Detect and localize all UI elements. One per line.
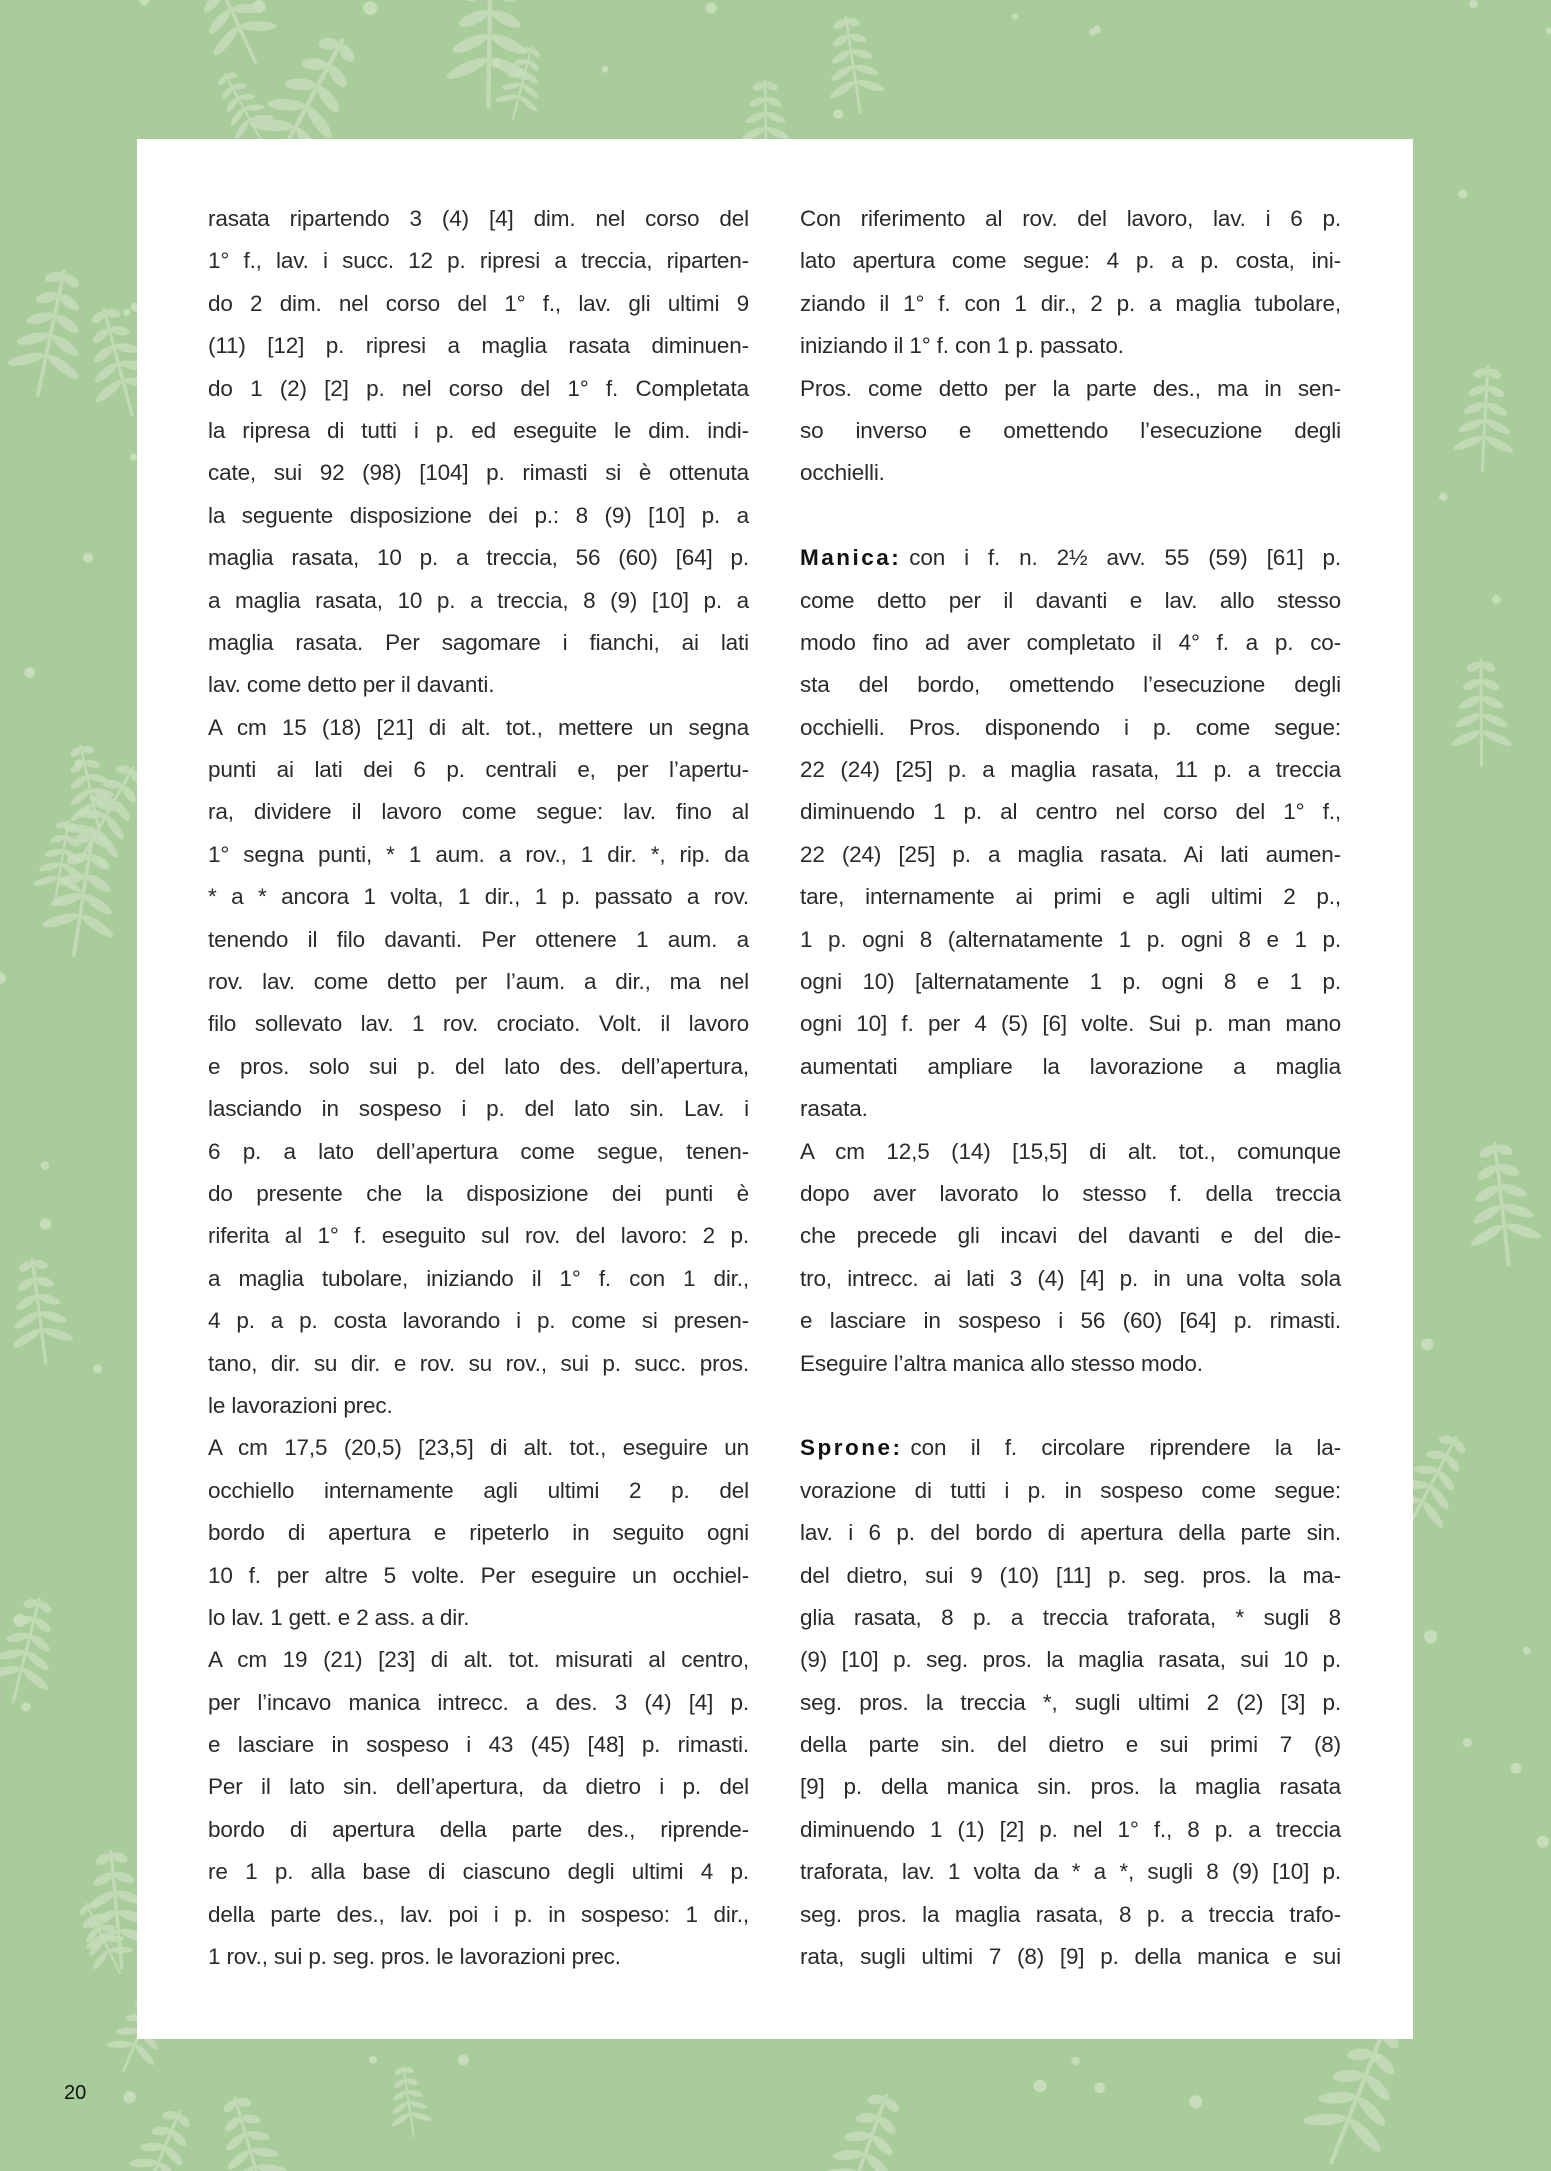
text-line: vorazione di tutti i p. in sospeso come segue: bbox=[800, 1477, 1341, 1503]
text-line: la ripresa di tutti i p. ed eseguite le dim. indi- bbox=[208, 417, 749, 443]
text-line: la seguente disposizione dei p.: 8 (9) [10] p. a bbox=[208, 502, 749, 528]
text-line: cate, sui 92 (98) [104] p. rimasti si è ottenuta bbox=[208, 460, 749, 486]
paragraph-gap bbox=[800, 1385, 1341, 1427]
text-line: e pros. solo sui p. del lato des. dell’apertura, bbox=[208, 1053, 749, 1079]
text-line: A cm 12,5 (14) [15,5] di alt. tot., comunque bbox=[800, 1138, 1341, 1164]
text-line: a maglia rasata, 10 p. a treccia, 8 (9) [10] p. a bbox=[208, 587, 749, 613]
leaf-icon bbox=[1, 1254, 78, 1367]
text-line: do presente che la disposizione dei punti è bbox=[208, 1180, 749, 1206]
dot-decoration bbox=[1189, 2095, 1202, 2108]
text-line: aumentati ampliare la lavorazione a maglia bbox=[800, 1053, 1341, 1079]
text-line bbox=[800, 1427, 1341, 1469]
text-line: Pros. come detto per la parte des., ma in sen- bbox=[800, 375, 1341, 401]
leaf-icon bbox=[204, 2089, 295, 2171]
dot-decoration bbox=[1546, 28, 1551, 34]
text-line: A cm 19 (21) [23] di alt. tot. misurati al centro, bbox=[208, 1647, 749, 1673]
text-line: che precede gli incavi del davanti e del die- bbox=[800, 1223, 1341, 1249]
text-line: so inverso e omettendo l’esecuzione degli bbox=[800, 417, 1341, 443]
text-line: Eseguire l’altra manica allo stesso modo. bbox=[800, 1350, 1203, 1376]
leaf-icon bbox=[65, 1893, 140, 1983]
dot-decoration bbox=[1439, 493, 1447, 501]
leaf-icon bbox=[37, 826, 131, 961]
dot-decoration bbox=[1012, 14, 1018, 20]
dot-decoration bbox=[491, 58, 501, 68]
text-line: ra, dividere il lavoro come segue: lav. fino al bbox=[208, 799, 749, 825]
paragraph bbox=[208, 1427, 749, 1639]
dot-decoration bbox=[369, 2056, 377, 2064]
dot-decoration bbox=[601, 66, 608, 73]
paragraph bbox=[208, 707, 749, 1428]
dot-decoration bbox=[13, 1614, 26, 1627]
text-line: tro, intrecc. ai lati 3 (4) [4] p. in una volta sola bbox=[800, 1265, 1341, 1291]
text-line: le lavorazioni prec. bbox=[208, 1392, 393, 1418]
dot-decoration bbox=[1463, 1738, 1472, 1747]
text-line: re 1 p. alla base di ciascuno degli ultimi 4 p. bbox=[208, 1859, 749, 1885]
dot-decoration bbox=[363, 1, 377, 15]
text-line: 1° segna punti, * 1 aum. a rov., 1 dir. *, rip. da bbox=[208, 841, 749, 867]
text-line: maglia rasata. Per sagomare i fianchi, ai lati bbox=[208, 629, 749, 655]
text-line: ogni 10) [alternatamente 1 p. ogni 8 e 1 p. bbox=[800, 969, 1341, 995]
text-line bbox=[800, 537, 1341, 579]
text-line: 1 rov., sui p. seg. pros. le lavorazioni prec. bbox=[208, 1944, 621, 1970]
text-line: (11) [12] p. ripresi a maglia rasata diminuen- bbox=[208, 333, 749, 359]
dot-decoration bbox=[458, 2055, 469, 2066]
dot-decoration bbox=[124, 2091, 136, 2103]
dot-decoration bbox=[1492, 595, 1501, 604]
leaf-icon bbox=[817, 13, 889, 117]
dot-decoration bbox=[1458, 190, 1467, 199]
text-line: per l’incavo manica intrecc. a des. 3 (4) [4] p. bbox=[208, 1689, 749, 1715]
dot-decoration bbox=[1424, 1630, 1437, 1643]
text-line: lav. i 6 p. del bordo di apertura della parte sin. bbox=[800, 1520, 1341, 1546]
right-text-column bbox=[800, 198, 1341, 1978]
leaf-icon bbox=[109, 2099, 209, 2171]
text-line: sta del bordo, omettendo l’esecuzione degli bbox=[800, 672, 1341, 698]
dot-decoration bbox=[1421, 1338, 1433, 1350]
leaf-icon bbox=[0, 263, 101, 403]
text-line: dopo aver lavorato lo stesso f. della treccia bbox=[800, 1180, 1341, 1206]
dot-decoration bbox=[21, 1702, 30, 1711]
text-line-content: con il f. circolare riprendere la la- bbox=[910, 1435, 1341, 1461]
text-line: A cm 17,5 (20,5) [23,5] di alt. tot., eseguire un bbox=[208, 1435, 749, 1461]
text-line: lav. come detto per il davanti. bbox=[208, 672, 495, 698]
text-line: lato apertura come segue: 4 p. a p. costa, ini- bbox=[800, 248, 1341, 274]
text-line: traforata, lav. 1 volta da * a *, sugli 8 (9) [10] p. bbox=[800, 1859, 1341, 1885]
text-line: 4 p. a p. costa lavorando i p. come si presen- bbox=[208, 1308, 749, 1334]
text-line: Con riferimento al rov. del lavoro, lav. i 6 p. bbox=[800, 206, 1341, 231]
text-line: diminuendo 1 p. al centro nel corso del 1° f., bbox=[800, 799, 1341, 825]
dot-decoration bbox=[93, 1364, 102, 1373]
text-line: ziando il 1° f. con 1 dir., 2 p. a maglia tubolare, bbox=[800, 290, 1341, 316]
dot-decoration bbox=[0, 972, 6, 984]
paragraph bbox=[800, 368, 1341, 495]
text-line: come detto per il davanti e lav. allo stesso bbox=[800, 587, 1341, 613]
leaf-icon bbox=[1451, 365, 1519, 472]
dot-decoration bbox=[139, 0, 149, 5]
dot-decoration bbox=[1510, 1763, 1521, 1774]
text-line: tano, dir. su dir. e rov. su rov., sui p. succ. pros. bbox=[208, 1350, 749, 1376]
dot-decoration bbox=[75, 759, 84, 768]
text-line: * a * ancora 1 volta, 1 dir., 1 p. passato a rov. bbox=[208, 884, 749, 910]
dot-decoration bbox=[83, 552, 93, 562]
text-line: 22 (24) [25] p. a maglia rasata. Ai lati aumen- bbox=[800, 841, 1341, 867]
text-line: occhielli. Pros. disponendo i p. come segue: bbox=[800, 714, 1341, 740]
dot-decoration bbox=[24, 667, 35, 678]
leaf-icon bbox=[444, 0, 535, 108]
text-line: diminuendo 1 (1) [2] p. nel 1° f., 8 p. a treccia bbox=[800, 1816, 1341, 1842]
text-line: rasata. bbox=[800, 1096, 868, 1122]
text-line: tenendo il filo davanti. Per ottenere 1 aum. a bbox=[208, 926, 749, 952]
text-line: seg. pros. la maglia rasata, 8 p. a treccia trafo- bbox=[800, 1901, 1341, 1927]
text-line: bordo di apertura della parte des., riprende- bbox=[208, 1816, 749, 1842]
dot-decoration bbox=[1523, 1647, 1531, 1655]
text-line: lasciando in sospeso i p. del lato sin. Lav. i bbox=[208, 1096, 749, 1122]
dot-decoration bbox=[1034, 2079, 1047, 2092]
dot-decoration bbox=[1371, 2054, 1380, 2063]
text-line: rata, sugli ultimi 7 (8) [9] p. della manica e sui bbox=[800, 1944, 1341, 1970]
text-line: ogni 10] f. per 4 (5) [6] volte. Sui p. man mano bbox=[800, 1011, 1341, 1037]
dot-decoration bbox=[706, 3, 717, 14]
text-line: rasata ripartendo 3 (4) [4] dim. nel corso del bbox=[208, 206, 749, 231]
leaf-icon bbox=[0, 1591, 71, 1710]
text-line: [9] p. della manica sin. pros. la maglia rasata bbox=[800, 1774, 1341, 1800]
text-line: modo fino ad aver completato il 4° f. a p. co- bbox=[800, 629, 1341, 655]
text-line: rov. lav. come detto per l’aum. a dir., ma nel bbox=[208, 969, 749, 995]
text-line: della parte sin. del dietro e sui primi 7 (8) bbox=[800, 1732, 1341, 1758]
leaf-icon bbox=[811, 2082, 921, 2171]
dot-decoration bbox=[1089, 28, 1096, 35]
text-line: 1° f., lav. i succ. 12 p. ripresi a treccia, riparten- bbox=[208, 248, 749, 274]
text-line: a maglia tubolare, iniziando il 1° f. con 1 dir., bbox=[208, 1265, 749, 1291]
paragraph bbox=[208, 198, 749, 707]
text-line: filo sollevato lav. 1 rov. crociato. Volt. il lavoro bbox=[208, 1011, 749, 1037]
text-line: A cm 15 (18) [21] di alt. tot., mettere un segna bbox=[208, 714, 749, 740]
section-sprone bbox=[800, 1427, 1341, 1978]
text-line: punti ai lati dei 6 p. centrali e, per l’apertu- bbox=[208, 757, 749, 783]
text-line: 1 p. ogni 8 (alternatamente 1 p. ogni 8 e 1 p. bbox=[800, 926, 1341, 952]
text-line: maglia rasata, 10 p. a treccia, 56 (60) [64] p. bbox=[208, 545, 749, 571]
dot-decoration bbox=[1094, 2082, 1105, 2093]
section-heading: Manica: bbox=[800, 545, 902, 571]
dot-decoration bbox=[123, 309, 130, 316]
text-line: iniziando il 1° f. con 1 p. passato. bbox=[800, 333, 1124, 359]
text-line: occhielli. bbox=[800, 460, 885, 486]
text-line: tare, internamente ai primi e agli ultimi 2 p., bbox=[800, 884, 1341, 910]
dot-decoration bbox=[253, 0, 266, 13]
text-line: e lasciare in sospeso i 43 (45) [48] p. rimasti. bbox=[208, 1732, 749, 1758]
dot-decoration bbox=[1537, 1836, 1549, 1848]
section-heading: Sprone: bbox=[800, 1435, 903, 1461]
paragraph bbox=[800, 198, 1341, 368]
left-text-column bbox=[208, 198, 749, 1978]
text-line: (9) [10] p. seg. pros. la maglia rasata, sui 10 p. bbox=[800, 1647, 1341, 1673]
leaf-icon bbox=[382, 2063, 435, 2139]
leaf-icon bbox=[1449, 660, 1513, 766]
dot-decoration bbox=[833, 109, 843, 119]
paragraph-gap bbox=[800, 495, 1341, 537]
text-line: glia rasata, 8 p. a treccia traforata, * sugli 8 bbox=[800, 1604, 1341, 1630]
text-line: occhiello internamente agli ultimi 2 p. del bbox=[208, 1477, 749, 1503]
dot-decoration bbox=[1071, 2057, 1079, 2065]
text-line: do 1 (2) [2] p. nel corso del 1° f. Completata bbox=[208, 375, 749, 401]
section-manica bbox=[800, 537, 1341, 1130]
paragraph bbox=[208, 1639, 749, 1978]
text-line: lo lav. 1 gett. e 2 ass. a dir. bbox=[208, 1604, 470, 1630]
text-line: bordo di apertura e ripeterlo in seguito ogni bbox=[208, 1520, 749, 1546]
dot-decoration bbox=[1469, 0, 1478, 8]
dot-decoration bbox=[41, 1161, 49, 1169]
leaf-icon bbox=[172, 0, 289, 77]
text-line: riferita al 1° f. eseguito sul rov. del lavoro: 2 p. bbox=[208, 1223, 749, 1249]
text-line: Per il lato sin. dell’apertura, da dietro i p. del bbox=[208, 1774, 749, 1800]
text-line-content: con i f. n. 2½ avv. 55 (59) [61] p. bbox=[909, 545, 1341, 571]
text-line: 10 f. per altre 5 volte. Per eseguire un occhiel- bbox=[208, 1562, 749, 1588]
text-line: del dietro, sui 9 (10) [11] p. seg. pros. la ma- bbox=[800, 1562, 1341, 1588]
dot-decoration bbox=[99, 859, 107, 867]
text-line: 6 p. a lato dell’apertura come segue, tenen- bbox=[208, 1138, 749, 1164]
text-line: e lasciare in sospeso i 56 (60) [64] p. rimasti. bbox=[800, 1308, 1341, 1334]
text-line: do 2 dim. nel corso del 1° f., lav. gli ultimi 9 bbox=[208, 290, 749, 316]
dot-decoration bbox=[40, 1218, 52, 1230]
text-line: seg. pros. la treccia *, sugli ultimi 2 (2) [3] p. bbox=[800, 1689, 1341, 1715]
leaf-icon bbox=[1458, 1138, 1545, 1269]
text-line: 22 (24) [25] p. a maglia rasata, 11 p. a treccia bbox=[800, 757, 1341, 783]
page-number: 20 bbox=[64, 2082, 87, 2104]
paragraph bbox=[800, 1131, 1341, 1385]
text-line: della parte des., lav. poi i p. in sospeso: 1 dir., bbox=[208, 1901, 749, 1927]
